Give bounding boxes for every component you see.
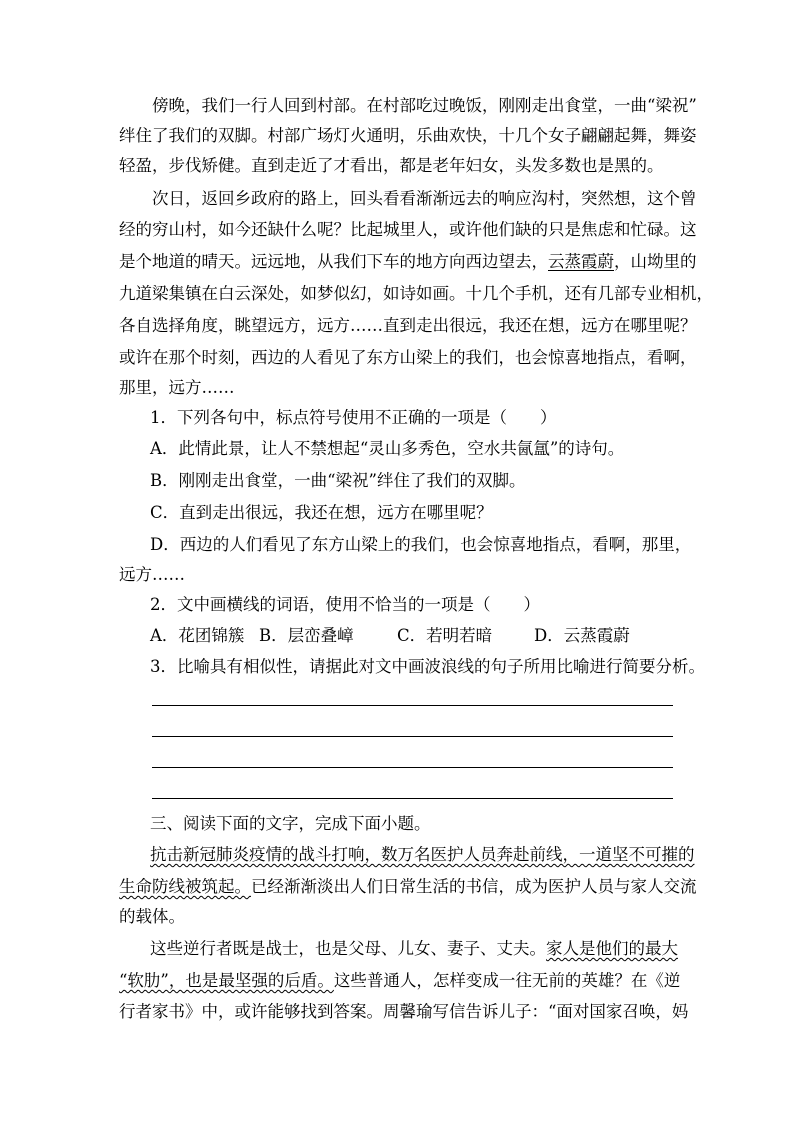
question-1-option-c: C．直到走出很远，我还在想，远方在哪里呢？ (150, 503, 493, 522)
question-1-stem: 1．下列各句中，标点符号使用不正确的一项是（ ） (150, 408, 557, 427)
question-2-stem: 2．文中画横线的词语，使用不恰当的一项是（ ） (150, 595, 540, 614)
passage-line: 那里，远方…… (119, 378, 235, 397)
underlined-phrase: 云蒸霞蔚 (548, 252, 614, 271)
passage-line: 各自选择角度，眺望远方，远方……直到走出很远，我还在想，远方在哪里呢？ (119, 316, 697, 335)
passage-line: 九道梁集镇在白云深处，如梦似幻，如诗如画。十几个手机，还有几部专业相机， (119, 284, 713, 303)
section-3-line (150, 845, 695, 865)
wavy-sentence: 生命防线被筑起。 (119, 877, 251, 896)
section-3-line: 行者家书》中，或许能够找到答案。周馨瑜写信告诉儿子：“面对国家召唤，妈 (119, 1002, 689, 1021)
question-2-option-a: A．花团锦簇 (150, 626, 245, 645)
question-1-option-b: B．刚刚走出食堂，一曲“梁祝”绊住了我们的双脚。 (150, 471, 526, 490)
question-2-option-b: B．层峦叠嶂 (259, 626, 354, 645)
passage-line (119, 252, 697, 272)
question-3-stem: 3．比喻具有相似性，请据此对文中画波浪线的句子所用比喻进行简要分析。 (150, 657, 705, 676)
wavy-sentence: 抗击新冠肺炎疫情的战斗打响，数万名医护人员奔赴前线，一道坚不可摧的 (150, 845, 695, 864)
passage-line: 轻盈，步伐矫健。直到走近了才看出，都是老年妇女，头发多数也是黑的。 (119, 156, 664, 175)
section-3-line (150, 939, 678, 959)
question-1-option-d: D．西边的人们看见了东方山梁上的我们，也会惊喜地指点，看啊，那里， (150, 535, 692, 554)
answer-line (152, 736, 673, 737)
section-3-text: 这些逆行者既是战士，也是父母、儿女、妻子、丈夫。 (150, 939, 546, 958)
passage-line: 傍晚，我们一行人回到村部。在村部吃过晚饭，刚刚走出食堂，一曲“梁祝” (152, 96, 697, 115)
passage-line: 次日，返回乡政府的路上，回头看看渐渐远去的响应沟村，突然想，这个曾 (152, 189, 697, 208)
wavy-sentence: 家人是他们的最大 (546, 939, 678, 958)
question-1-option-d-cont: 远方…… (119, 565, 185, 584)
question-1-option-a: A．此情此景，让人不禁想起“灵山多秀色，空水共氤氲”的诗句。 (150, 439, 625, 458)
passage-line: 经的穷山村，如今还缺什么呢？比起城里人，或许他们缺的只是焦虑和忙碌。这 (119, 220, 697, 239)
answer-line (152, 705, 673, 706)
answer-line (152, 798, 673, 799)
section-3-line (119, 971, 680, 991)
section-3-text: 这些普通人，怎样变成一往无前的英雄？在《逆 (333, 971, 681, 990)
passage-line: 绊住了我们的双脚。村部广场灯火通明，乐曲欢快，十几个女子翩翩起舞，舞姿 (119, 126, 697, 145)
section-3-heading: 三、阅读下面的文字，完成下面小题。 (150, 814, 431, 833)
answer-line (152, 767, 673, 768)
section-3-text: 已经渐渐淡出人们日常生活的书信，成为医护人员与家人交流 (251, 877, 697, 896)
section-3-line: 的载体。 (119, 907, 185, 926)
wavy-sentence: “软肋”，也是最坚强的后盾。 (119, 971, 334, 990)
passage-text: ，山坳里的 (614, 252, 697, 271)
question-2-option-c: C．若明若暗 (397, 626, 493, 645)
question-2-option-d: D．云蒸霞蔚 (534, 626, 630, 645)
passage-text: 是个地道的晴天。远远地，从我们下车的地方向西边望去， (119, 252, 548, 271)
section-3-line (119, 877, 697, 897)
passage-line: 或许在那个时刻，西边的人看见了东方山梁上的我们，也会惊喜地指点，看啊， (119, 348, 697, 367)
